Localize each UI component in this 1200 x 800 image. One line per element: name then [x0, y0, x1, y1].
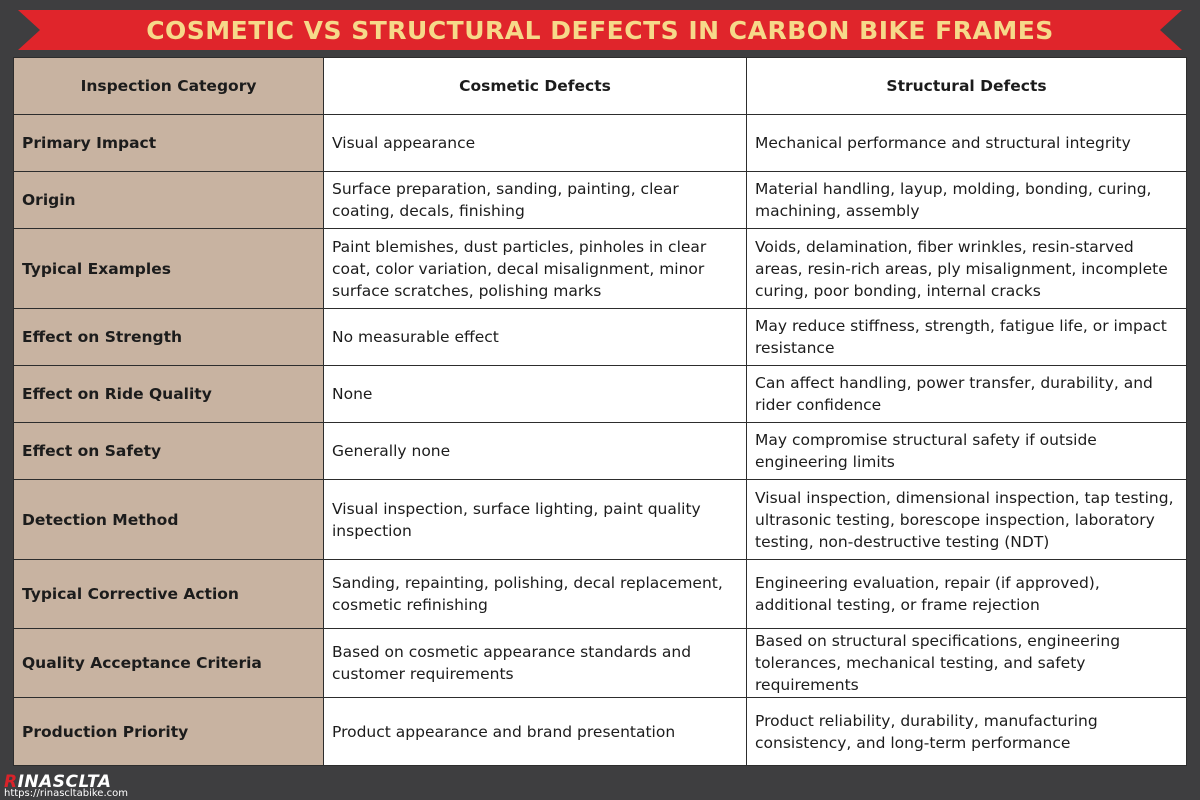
cosmetic-cell: None: [324, 366, 747, 423]
row-category: Primary Impact: [14, 115, 324, 172]
structural-cell: Visual inspection, dimensional inspection, tap testing, ultrasonic testing, borescope inspection, laboratory testing, non-destructive testing (NDT): [747, 480, 1187, 560]
brand-url: https://rinascltabike.com: [4, 788, 128, 799]
structural-cell: Based on structural specifications, engineering tolerances, mechanical testing, and safety requirements: [747, 629, 1187, 698]
row-category: Origin: [14, 172, 324, 229]
structural-cell: Voids, delamination, fiber wrinkles, resin-starved areas, resin-rich areas, ply misalignment, incomplete curing, poor bonding, internal cracks: [747, 229, 1187, 309]
cosmetic-cell: Sanding, repainting, polishing, decal replacement, cosmetic refinishing: [324, 560, 747, 629]
brand-logo: [2, 772, 202, 800]
row-category: Quality Acceptance Criteria: [14, 629, 324, 698]
structural-cell: Material handling, layup, molding, bonding, curing, machining, assembly: [747, 172, 1187, 229]
cosmetic-cell: No measurable effect: [324, 309, 747, 366]
cosmetic-cell: Generally none: [324, 423, 747, 480]
row-category: Production Priority: [14, 698, 324, 766]
table-row: [14, 366, 1187, 423]
table-row: [14, 229, 1187, 309]
table-row: [14, 309, 1187, 366]
table-row: [14, 423, 1187, 480]
brand-wordmark: RINASCLTA: [4, 772, 112, 792]
cosmetic-cell: Visual inspection, surface lighting, paint quality inspection: [324, 480, 747, 560]
table-row: [14, 629, 1187, 698]
structural-cell: May compromise structural safety if outside engineering limits: [747, 423, 1187, 480]
page-title: COSMETIC VS STRUCTURAL DEFECTS IN CARBON BIKE FRAMES: [146, 16, 1054, 45]
table-row: [14, 480, 1187, 560]
header-cosmetic-defects: Cosmetic Defects: [324, 58, 747, 115]
structural-cell: May reduce stiffness, strength, fatigue life, or impact resistance: [747, 309, 1187, 366]
header-structural-defects: Structural Defects: [747, 58, 1187, 115]
cosmetic-cell: Based on cosmetic appearance standards and customer requirements: [324, 629, 747, 698]
structural-cell: Can affect handling, power transfer, durability, and rider confidence: [747, 366, 1187, 423]
row-category: Typical Corrective Action: [14, 560, 324, 629]
row-category: Effect on Ride Quality: [14, 366, 324, 423]
header-inspection-category: Inspection Category: [14, 58, 324, 115]
table-row: [14, 115, 1187, 172]
row-category: Effect on Safety: [14, 423, 324, 480]
structural-cell: Engineering evaluation, repair (if approved), additional testing, or frame rejection: [747, 560, 1187, 629]
table-header-row: [14, 58, 1187, 115]
cosmetic-cell: Paint blemishes, dust particles, pinholes in clear coat, color variation, decal misalignment, minor surface scratches, polishing marks: [324, 229, 747, 309]
title-banner: [18, 10, 1182, 50]
cosmetic-cell: Visual appearance: [324, 115, 747, 172]
row-category: Typical Examples: [14, 229, 324, 309]
comparison-table: [13, 57, 1187, 766]
structural-cell: Product reliability, durability, manufacturing consistency, and long-term performance: [747, 698, 1187, 766]
cosmetic-cell: Product appearance and brand presentation: [324, 698, 747, 766]
row-category: Effect on Strength: [14, 309, 324, 366]
row-category: Detection Method: [14, 480, 324, 560]
table-row: [14, 698, 1187, 766]
table-row: [14, 560, 1187, 629]
cosmetic-cell: Surface preparation, sanding, painting, clear coating, decals, finishing: [324, 172, 747, 229]
structural-cell: Mechanical performance and structural integrity: [747, 115, 1187, 172]
table-row: [14, 172, 1187, 229]
